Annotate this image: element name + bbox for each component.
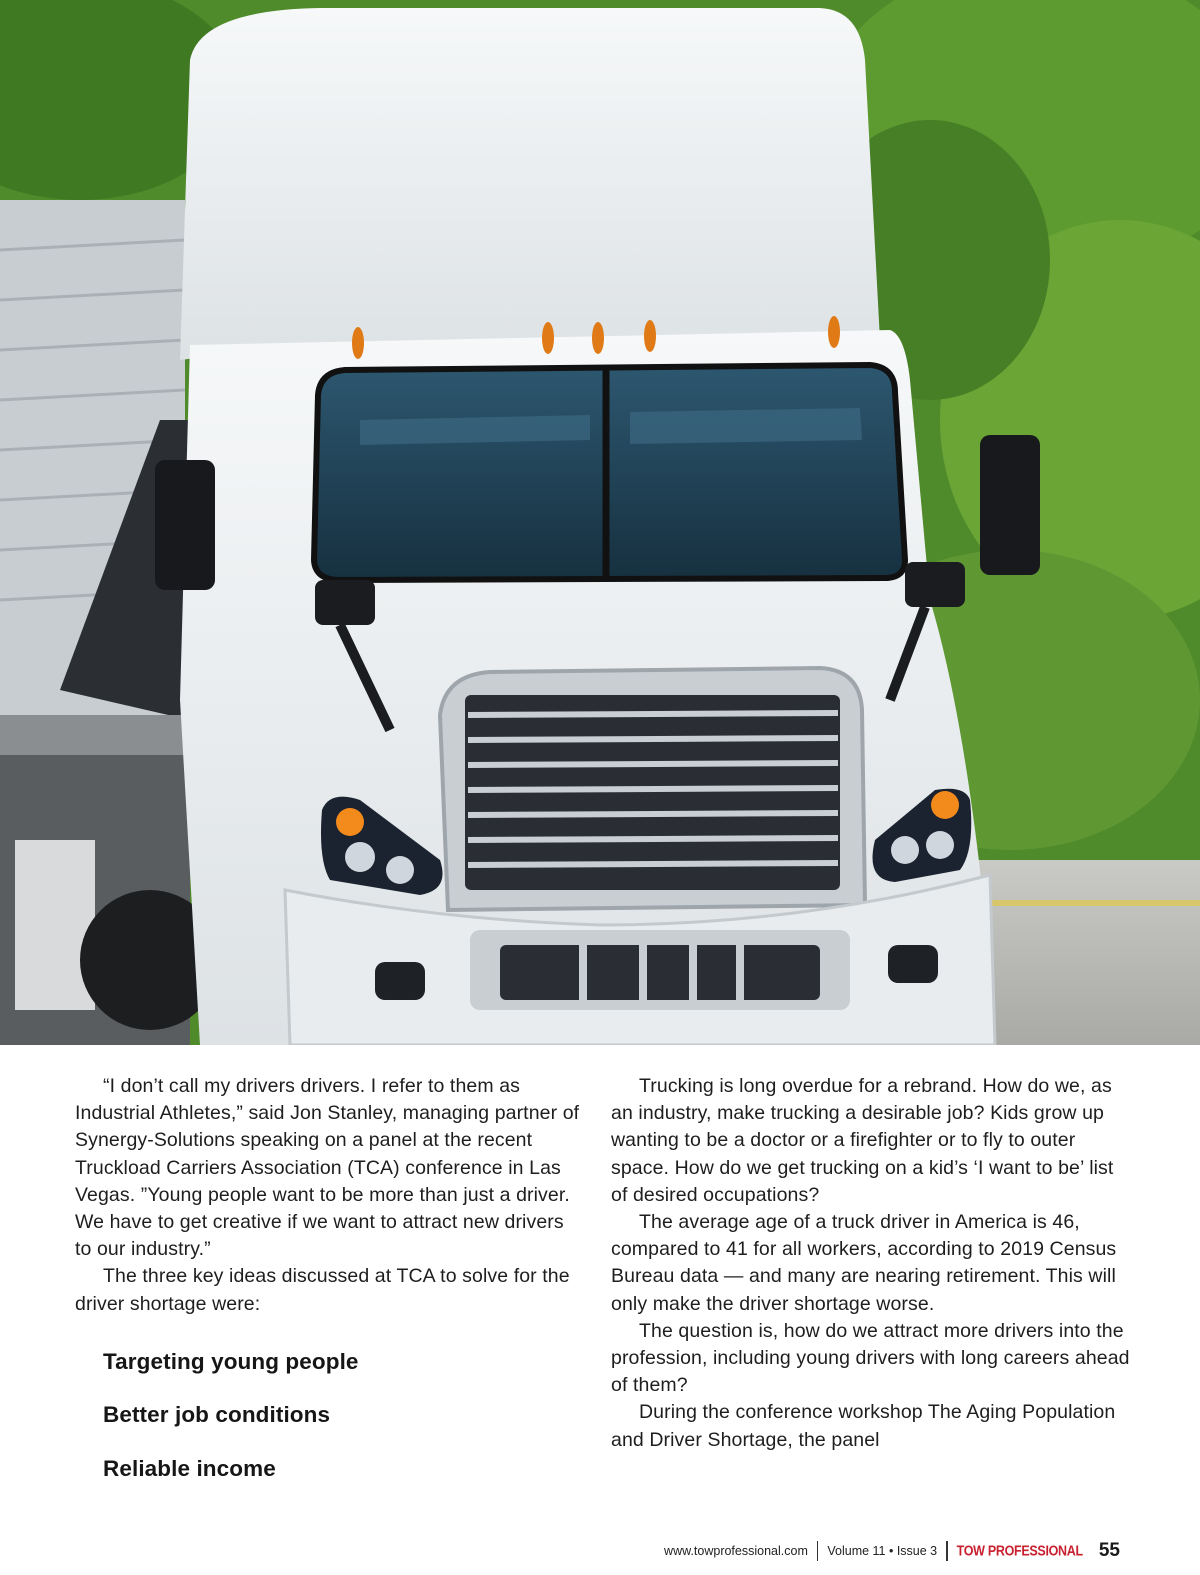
paragraph: Trucking is long overdue for a rebrand. How do we, as an industry, make trucking a desirable job? Kids grow up wanting to be a doctor or a firefighter or to fly to outer space. How do we get trucking on a kid’s ‘I want to be’ list of desired occupations? [611, 1075, 1114, 1206]
footer-brand: TOW PROFESSIONAL [956, 1542, 1083, 1560]
key-idea-item: Better job conditions [103, 1402, 331, 1428]
right-mirror [980, 435, 1040, 575]
key-ideas-list [75, 1348, 585, 1482]
footer-website: www.towprofessional.com [664, 1544, 808, 1558]
page-footer [664, 1540, 1120, 1562]
paragraph: During the conference workshop The Aging Population and Driver Shortage, the panel [611, 1401, 1116, 1451]
paragraph: “I don’t call my drivers drivers. I refer to them as Industrial Athletes,” said Jon Stanley, managing partner of Synergy-Solutions speaking on a panel at the recent Truckload Carriers Association (TCA) conference in Las Vegas. ”Young people want to be more than just a driver. We have to get creative if we want to attract new drivers to our industry.” [75, 1075, 580, 1261]
footer-divider [946, 1541, 948, 1561]
key-idea-item: Reliable income [103, 1455, 276, 1481]
footer-issue: Volume 11 • Issue 3 [827, 1544, 938, 1558]
key-idea-item: Targeting young people [103, 1348, 359, 1374]
page-number: 55 [1098, 1540, 1120, 1561]
cab-roof-fairing [180, 8, 880, 360]
left-mirror [155, 460, 215, 590]
paragraph: The average age of a truck driver in America is 46, compared to 41 for all workers, according to 2019 Census Bureau data — and many are nearing retirement. This will only make the driver shortage worse. [611, 1211, 1117, 1315]
road [960, 860, 1200, 1045]
paragraph: The three key ideas discussed at TCA to solve for the driver shortage were: [75, 1265, 570, 1315]
article-column-left [75, 1073, 585, 1508]
article-column-right [611, 1073, 1131, 1454]
footer-divider [817, 1541, 819, 1561]
paragraph: The question is, how do we attract more drivers into the profession, including young drivers with long careers ahead of them? [611, 1319, 1130, 1397]
